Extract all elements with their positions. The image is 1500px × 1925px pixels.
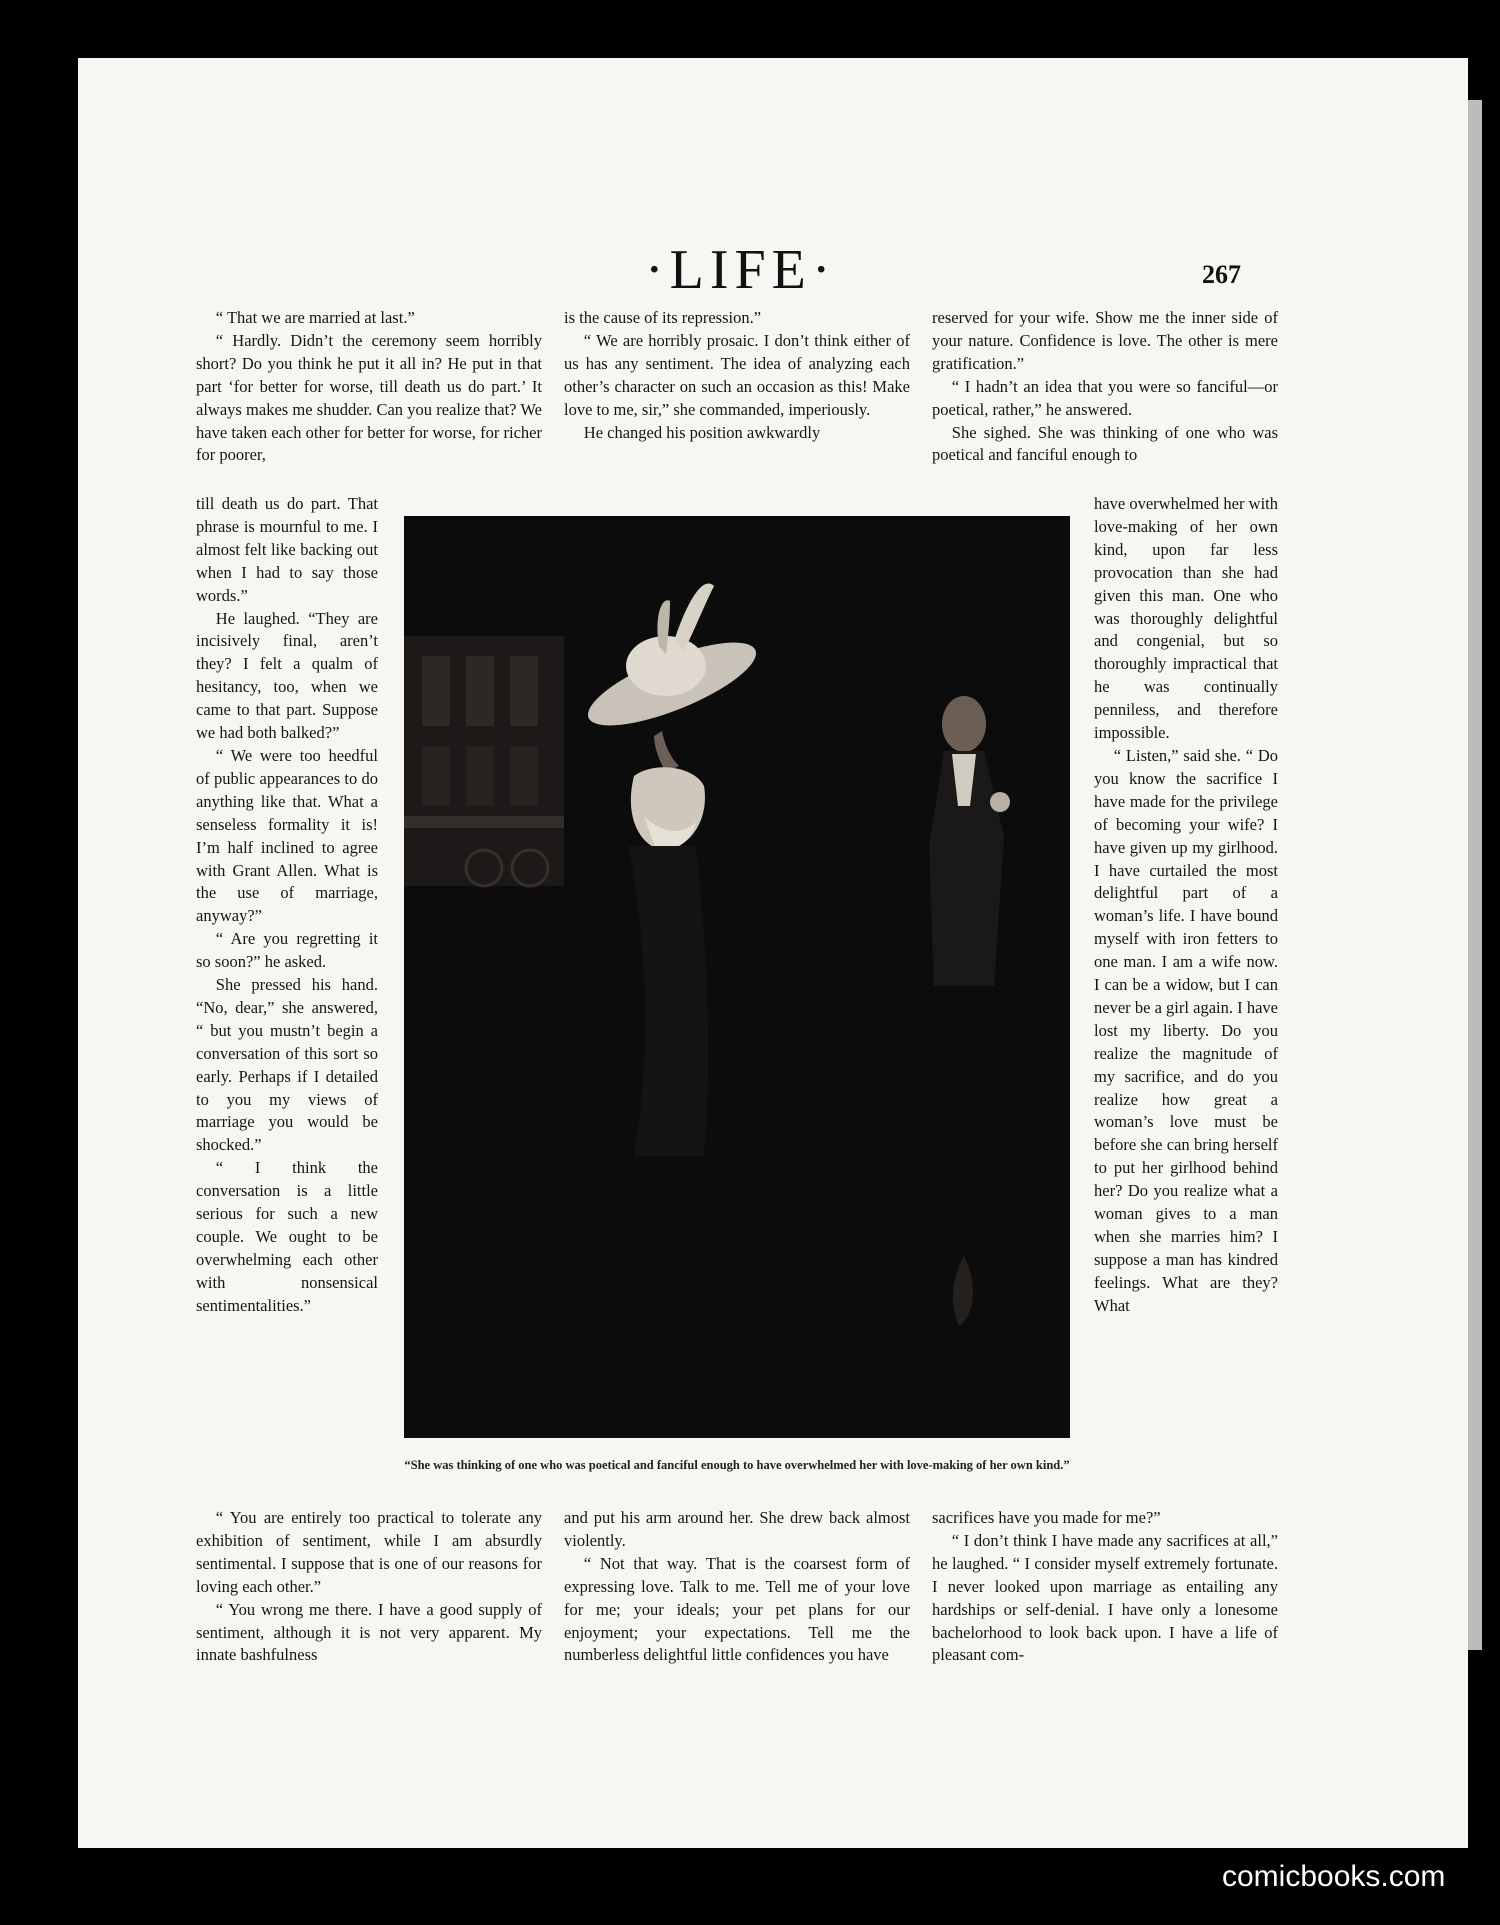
figure-caption: “She was thinking of one who was poetical and fanciful enough to have overwhelmed her with love-making of her own kind.” [404,1458,1070,1472]
column-3-narrow-text [1094,493,1278,1318]
paragraph: “ We are horribly prosaic. I don’t think either of us has any sentiment. The idea of analyzing each other’s character on such an occasion as this! Make love to me, sir,” she commanded, imperiously. [564,330,910,419]
paragraph: is the cause of its repression.” [564,308,762,327]
column-2-bottom-text [564,1507,910,1667]
paragraph: “ Are you regretting it so soon?” he asked. [196,929,378,972]
paragraph: “ We were too heedful of public appearances to do anything like that. What a senseless formality it is! I’m half inclined to agree with Grant Allen. What is the use of marriage, anyway?” [196,745,378,926]
illustration-artwork [404,516,1070,1438]
column-3-bottom-text [932,1507,1278,1667]
paragraph: “ That we are married at last.” [215,308,415,327]
paragraph: “ Listen,” said she. “ Do you know the sacrifice I have made for the privilege of becoming your wife? I have given up my girlhood. I have curtailed the most delightful part of a woman’s life. I have bound myself with iron fetters to one man. I am a wife now. I can be a widow, but I can never be a girl again. I have lost my liberty. Do you realize the magnitude of my sacrifice, and do you realize how great a woman’s love must be before she can bring herself to put her girlhood behind her? Do you realize what a woman gives to a man when she marries him? I suppose a man has kindred feelings. What are they? What [1094,745,1278,1315]
paragraph: “ I think the conversation is a little serious for such a new couple. We ought to be overwhelming each other with nonsensical sentimentalities.” [196,1158,378,1315]
column-1-bottom-text [196,1507,542,1667]
paragraph: till death us do part. That phrase is mournful to me. I almost felt like backing out when I had to say those words.” [196,494,378,605]
paragraph: “ I hadn’t an idea that you were so fanciful—or poetical, rather,” he answered. [932,376,1278,419]
watermark-text: comicbooks.com [1222,1860,1446,1893]
paragraph: He laughed. “They are incisively final, aren’t they? I felt a qualm of hesitancy, too, when we came to that part. Suppose we had both balked?” [196,608,378,743]
paragraph: She sighed. She was thinking of one who was poetical and fanciful enough to [932,422,1278,465]
paragraph: and put his arm around her. She drew back almost violently. [564,1508,910,1550]
page-number: 267 [1202,260,1241,289]
illustration-photo [404,516,1070,1438]
page-edge-shadow [1468,100,1482,1650]
column-3-top-text [932,307,1278,467]
paragraph: He changed his position awkwardly [583,422,821,442]
paragraph: “ You wrong me there. I have a good supply of sentiment, although it is not very apparent. My innate bashfulness [196,1599,542,1665]
magazine-title: ·LIFE· [645,239,837,301]
column-1-top-text [196,307,542,467]
masthead [0,238,1500,301]
building-backdrop [404,636,564,886]
column-1-narrow-text [196,493,378,1318]
paragraph: “ Hardly. Didn’t the ceremony seem horribly short? Do you think he put it all in? He put in that part ‘for better for worse, till death us do part.’ It always makes me shudder. Can you realize that? We have taken each other for better for worse, for richer for poorer, [196,330,542,465]
paragraph: “ I don’t think I have made any sacrifices at all,” he laughed. “ I consider myself extremely fortunate. I never looked upon marriage as entailing any hardships or self-denial. I have only a lonesome bachelorhood to look back upon. I have a life of pleasant com- [932,1530,1278,1665]
paragraph: “ Not that way. That is the coarsest form of expressing love. Talk to me. Tell me of your love for me; your ideals; your pet plans for our enjoyment; your expectations. Tell me the numberless delightful little confidences you have [564,1553,910,1665]
paragraph: “ You are entirely too practical to tolerate any exhibition of sentiment, while I am absurdly sentimental. I suppose that is one of our reasons for loving each other.” [196,1508,542,1596]
column-2-top-text [564,307,910,444]
paragraph: reserved for your wife. Show me the inner side of your nature. Confidence is love. The other is mere gratification.” [932,308,1278,373]
paragraph: sacrifices have you made for me?” [932,1508,1161,1527]
paragraph: She pressed his hand. “No, dear,” she answered, “ but you mustn’t begin a conversation of this sort so early. Perhaps if I detailed to you my views of marriage you would be shocked.” [196,975,378,1155]
paragraph: have overwhelmed her with love-making of her own kind, upon far less provocation than she had given this man. One who was thoroughly delightful and congenial, but so thoroughly impractical that he was continually penniless, and therefore impossible. [1094,494,1278,743]
